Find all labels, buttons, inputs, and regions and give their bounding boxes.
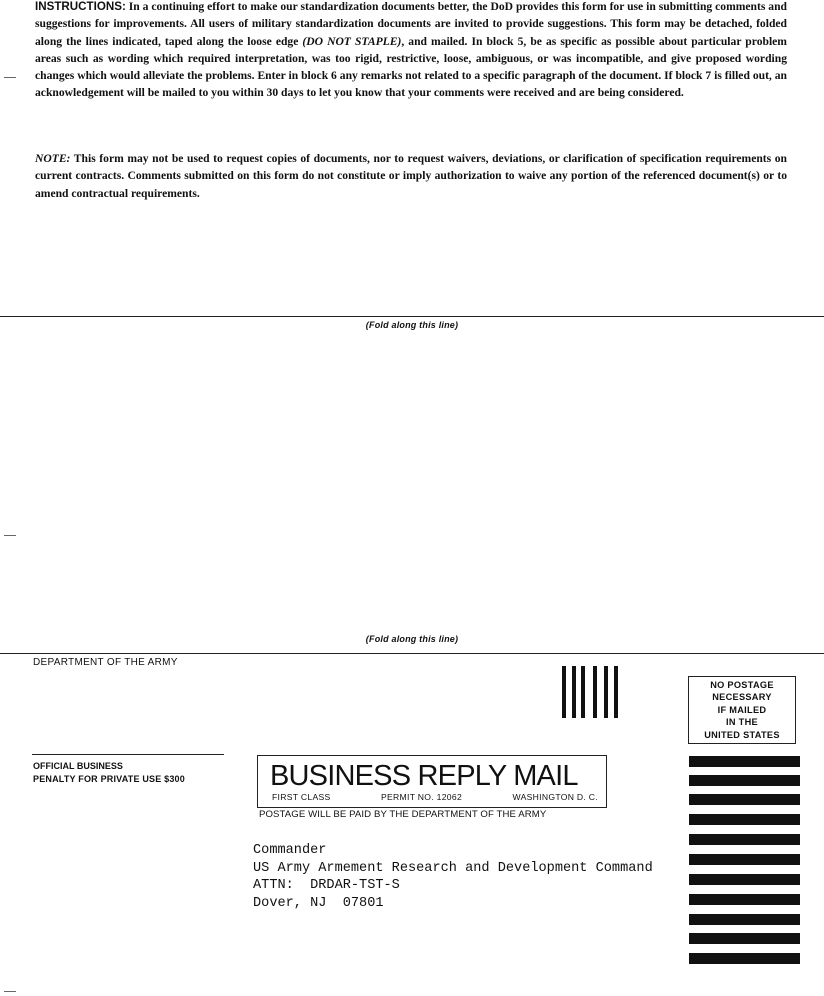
- note-paragraph: [35, 150, 787, 202]
- fold-label-lower: (Fold along this line): [365, 634, 459, 644]
- fim-bar: [593, 666, 597, 718]
- horizontal-bar: [689, 874, 800, 885]
- horizontal-bar: [689, 953, 800, 964]
- note-text: This form may not be used to request copies of documents, nor to request waivers, deviations, or clarification of specification requirements on current contracts. Comments submitted on this form do not constitute or imply authorization to waive any portion of the referenced document(s) or to amend contractual requirements.: [35, 152, 787, 200]
- recipient-address: [253, 842, 653, 912]
- instructions-label: INSTRUCTIONS:: [35, 0, 126, 13]
- business-reply-mail-details: [272, 792, 598, 802]
- fim-bar: [614, 666, 618, 718]
- instructions-paragraph: [35, 0, 787, 102]
- fold-label-upper: (Fold along this line): [365, 320, 459, 330]
- permit-city: WASHINGTON D. C.: [512, 792, 598, 802]
- do-not-staple-text: (DO NOT STAPLE): [302, 34, 402, 48]
- permit-number: PERMIT NO. 12062: [380, 792, 463, 802]
- address-line: Dover, NJ 07801: [253, 895, 384, 911]
- margin-mark: [4, 77, 16, 78]
- mail-class: FIRST CLASS: [272, 792, 331, 802]
- margin-mark: [4, 535, 16, 536]
- no-postage-line: NECESSARY: [712, 692, 772, 703]
- instructions-text-2: , and mailed. In block 5, be as specific as possible about particular problem areas such as wording which required interpretation, was too rigid, restrictive, loose, ambiguous, or was incompatible, and give proposed wording changes which would alleviate the problems. Enter in block 6 any remarks not related to a specific paragraph of the document. If block 7 is filled out, an acknowledgement will be mailed to you within 30 days to let you know that your comments were received and are being considered.: [35, 34, 787, 100]
- horizontal-bar: [689, 834, 800, 845]
- fold-line-upper: [0, 316, 824, 317]
- penalty-label: PENALTY FOR PRIVATE USE $300: [33, 774, 185, 784]
- sender-department: DEPARTMENT OF THE ARMY: [33, 657, 178, 668]
- official-business-rule: [32, 754, 224, 755]
- address-line: ATTN: DRDAR-TST-S: [253, 878, 400, 893]
- fim-bar: [572, 666, 576, 718]
- fim-bar: [604, 666, 608, 718]
- horizontal-bar: [689, 756, 800, 767]
- instructions-text-1: In a continuing effort to make our standardization documents better, the DoD provides this form for use in submitting comments and suggestions for improvements. All users of military standardization documents are invited to provide suggestions. This form may be detached, folded along the lines indicated, taped along the loose edge: [35, 0, 787, 48]
- address-line: US Army Armement Research and Development Command: [253, 860, 653, 876]
- margin-mark: [4, 991, 16, 992]
- facing-identification-mark: [560, 666, 620, 718]
- official-business-label: OFFICIAL BUSINESS: [33, 761, 123, 771]
- horizontal-bar: [689, 794, 800, 805]
- no-postage-line: UNITED STATES: [704, 729, 780, 740]
- fold-line-lower: [0, 653, 824, 654]
- address-line: Commander: [253, 843, 327, 858]
- fim-bar: [581, 666, 585, 718]
- no-postage-line: NO POSTAGE: [710, 679, 774, 690]
- no-postage-line: IN THE: [726, 717, 758, 728]
- business-reply-mail-box: [257, 755, 607, 808]
- fim-bar: [562, 666, 566, 718]
- no-postage-indicia: [688, 676, 796, 744]
- horizontal-bar: [689, 914, 800, 925]
- horizontal-bar: [689, 814, 800, 825]
- horizontal-bar: [689, 775, 800, 786]
- horizontal-bar: [689, 894, 800, 905]
- note-label: NOTE:: [35, 152, 71, 165]
- horizontal-bar: [689, 854, 800, 865]
- horizontal-bar: [689, 933, 800, 944]
- no-postage-line: IF MAILED: [717, 704, 767, 715]
- postage-paid-line: POSTAGE WILL BE PAID BY THE DEPARTMENT OF THE ARMY: [259, 809, 547, 820]
- business-reply-mail-title: BUSINESS REPLY MAIL: [270, 760, 578, 792]
